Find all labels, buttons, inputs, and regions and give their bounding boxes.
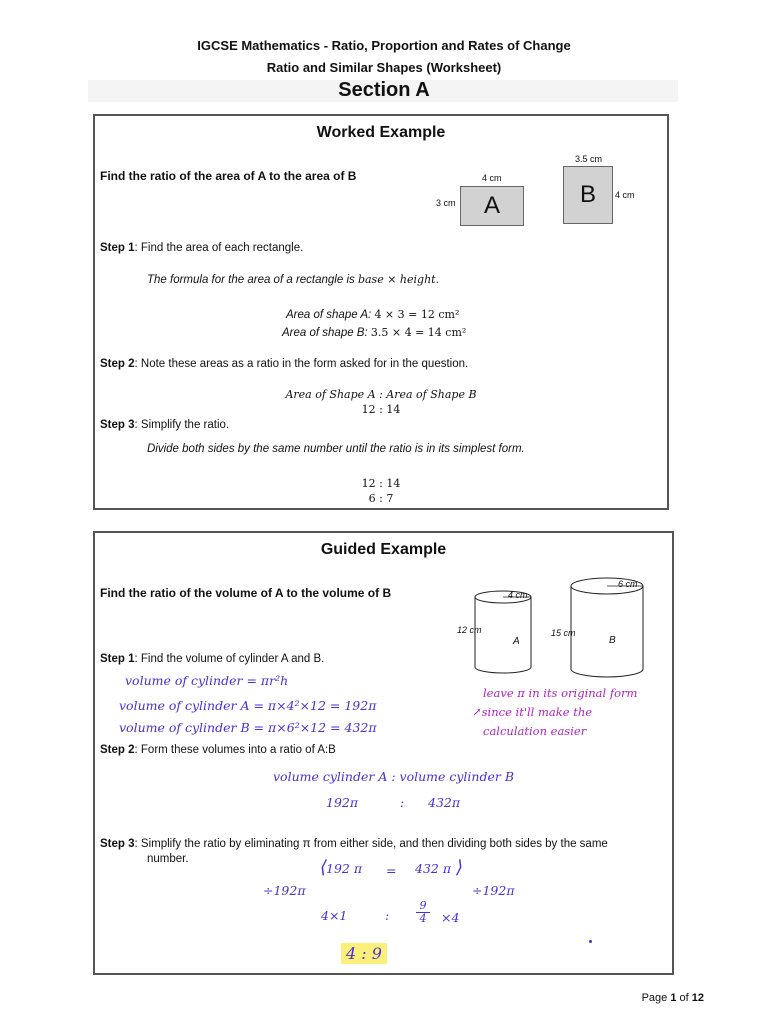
handwritten-line2-mult: ×4 bbox=[441, 910, 460, 925]
step-label: Step 2 bbox=[100, 744, 135, 756]
cylinder-b-label: B bbox=[609, 635, 616, 646]
cylinder-b bbox=[571, 578, 643, 677]
worked-example-title: Worked Example bbox=[316, 124, 446, 141]
shape-a-height-label: 3 cm bbox=[436, 198, 456, 208]
page-total: 12 bbox=[691, 992, 704, 1004]
handwritten-note-line2 bbox=[472, 705, 592, 719]
cylinder-b-height-label: 15 cm bbox=[551, 628, 576, 638]
handwritten-line1-eq: = bbox=[386, 863, 397, 878]
handwritten-ratio-colon: : bbox=[400, 795, 405, 810]
ratio-words: Area of Shape A : Area of Shape B bbox=[285, 388, 477, 401]
handwritten-note-line1: leave π in its original form bbox=[483, 686, 638, 700]
guided-step3-continued: number. bbox=[147, 853, 189, 865]
formula-text: The formula for the area of a rectangle is bbox=[147, 274, 358, 286]
cylinder-a-label: A bbox=[513, 636, 520, 647]
worked-step3 bbox=[100, 419, 229, 431]
area-formula bbox=[147, 273, 439, 286]
area-a-text: Area of shape A: bbox=[286, 309, 375, 321]
page-label: Page bbox=[641, 992, 671, 1004]
worked-example-box bbox=[93, 114, 669, 510]
guided-step3 bbox=[100, 838, 608, 850]
document-subtitle: Ratio and Similar Shapes (Worksheet) bbox=[266, 60, 502, 75]
formula-math: base × height. bbox=[357, 273, 440, 286]
answer-highlight: 4 : 9 bbox=[341, 943, 387, 964]
handwritten-ratio-right: 432π bbox=[428, 795, 461, 810]
guided-step1 bbox=[100, 653, 324, 665]
handwritten-line1-left: 192 π bbox=[326, 861, 363, 876]
handwritten-ratio-left: 192π bbox=[326, 795, 359, 810]
simplified-ratio-2: 6 : 7 bbox=[368, 492, 394, 505]
area-b-line bbox=[282, 326, 466, 339]
step-label: Step 3 bbox=[100, 419, 135, 431]
area-b-math: 3.5 × 4 = 14 cm² bbox=[370, 326, 467, 339]
page-of: of bbox=[676, 992, 692, 1004]
fraction-denominator: 4 bbox=[419, 912, 427, 925]
handwritten-volume-formula: volume of cylinder = πr²h bbox=[125, 673, 289, 688]
cylinder-a-height-label: 12 cm bbox=[457, 625, 482, 635]
handwritten-fraction bbox=[416, 900, 430, 925]
handwritten-line2-left: 4×1 bbox=[321, 908, 348, 923]
step-label: Step 1 bbox=[100, 653, 135, 665]
step-text: : Form these volumes into a ratio of A:B bbox=[134, 744, 336, 756]
ratio-numbers: 12 : 14 bbox=[361, 403, 401, 416]
shape-a-width-label: 4 cm bbox=[482, 173, 502, 183]
handwritten-line1-right: 432 π bbox=[415, 861, 452, 876]
document-title: IGCSE Mathematics - Ratio, Proportion and Rates of Change bbox=[197, 38, 571, 53]
simplify-note: Divide both sides by the same number until the ratio is in its simplest form. bbox=[147, 443, 525, 455]
note-line2-text: since it'll make the bbox=[481, 705, 593, 719]
step-text: : Find the volume of cylinder A and B. bbox=[134, 653, 325, 665]
left-bracket-icon: ⟨ bbox=[320, 857, 328, 878]
cylinder-a-radius-label: 4 cm bbox=[508, 590, 528, 600]
area-b-text: Area of shape B: bbox=[282, 327, 371, 339]
page-current: 1 bbox=[670, 992, 677, 1004]
step-text: : Find the area of each rectangle. bbox=[134, 242, 304, 254]
handwritten-divide-right: ÷192π bbox=[472, 883, 515, 898]
note-arrow-icon: ↗ bbox=[472, 705, 482, 719]
fraction-numerator: 9 bbox=[419, 899, 427, 912]
step-text: : Simplify the ratio by eliminating π from either side, and then dividing both sides by the same bbox=[134, 838, 608, 850]
shape-b-rectangle: B bbox=[563, 166, 613, 224]
handwritten-line2-colon: : bbox=[385, 908, 390, 923]
ink-dot bbox=[589, 940, 592, 943]
step-label: Step 1 bbox=[100, 242, 135, 254]
simplified-ratio-1: 12 : 14 bbox=[361, 477, 401, 490]
area-a-math: 4 × 3 = 12 cm² bbox=[374, 308, 460, 321]
shape-a-rectangle: A bbox=[460, 186, 524, 226]
area-a-line bbox=[286, 308, 459, 321]
cylinder-b-radius-label: 6 cm bbox=[618, 579, 638, 589]
step-label: Step 2 bbox=[100, 358, 135, 370]
handwritten-volume-a: volume of cylinder A = π×4²×12 = 192π bbox=[119, 698, 377, 713]
handwritten-ratio-words: volume cylinder A : volume cylinder B bbox=[273, 769, 515, 784]
handwritten-volume-b: volume of cylinder B = π×6²×12 = 432π bbox=[119, 720, 377, 735]
handwritten-divide-left: ÷192π bbox=[263, 883, 306, 898]
step-text: : Note these areas as a ratio in the form asked for in the question. bbox=[134, 358, 469, 370]
page-number bbox=[642, 992, 704, 1004]
handwritten-note-line3: calculation easier bbox=[483, 724, 587, 738]
worked-question: Find the ratio of the area of A to the area of B bbox=[100, 169, 357, 183]
cylinder-a bbox=[475, 591, 531, 673]
shape-b-height-label: 4 cm bbox=[615, 190, 635, 200]
step-text: : Simplify the ratio. bbox=[134, 419, 230, 431]
section-title: Section A bbox=[338, 79, 430, 101]
worked-step2 bbox=[100, 358, 468, 370]
step-label: Step 3 bbox=[100, 838, 135, 850]
shape-b-width-label: 3.5 cm bbox=[575, 154, 603, 164]
guided-example-box bbox=[93, 531, 674, 975]
guided-step2 bbox=[100, 744, 336, 756]
guided-question: Find the ratio of the volume of A to the volume of B bbox=[100, 586, 392, 600]
right-bracket-icon: ⟩ bbox=[456, 857, 464, 878]
worked-step1 bbox=[100, 242, 303, 254]
guided-example-title: Guided Example bbox=[320, 541, 447, 558]
